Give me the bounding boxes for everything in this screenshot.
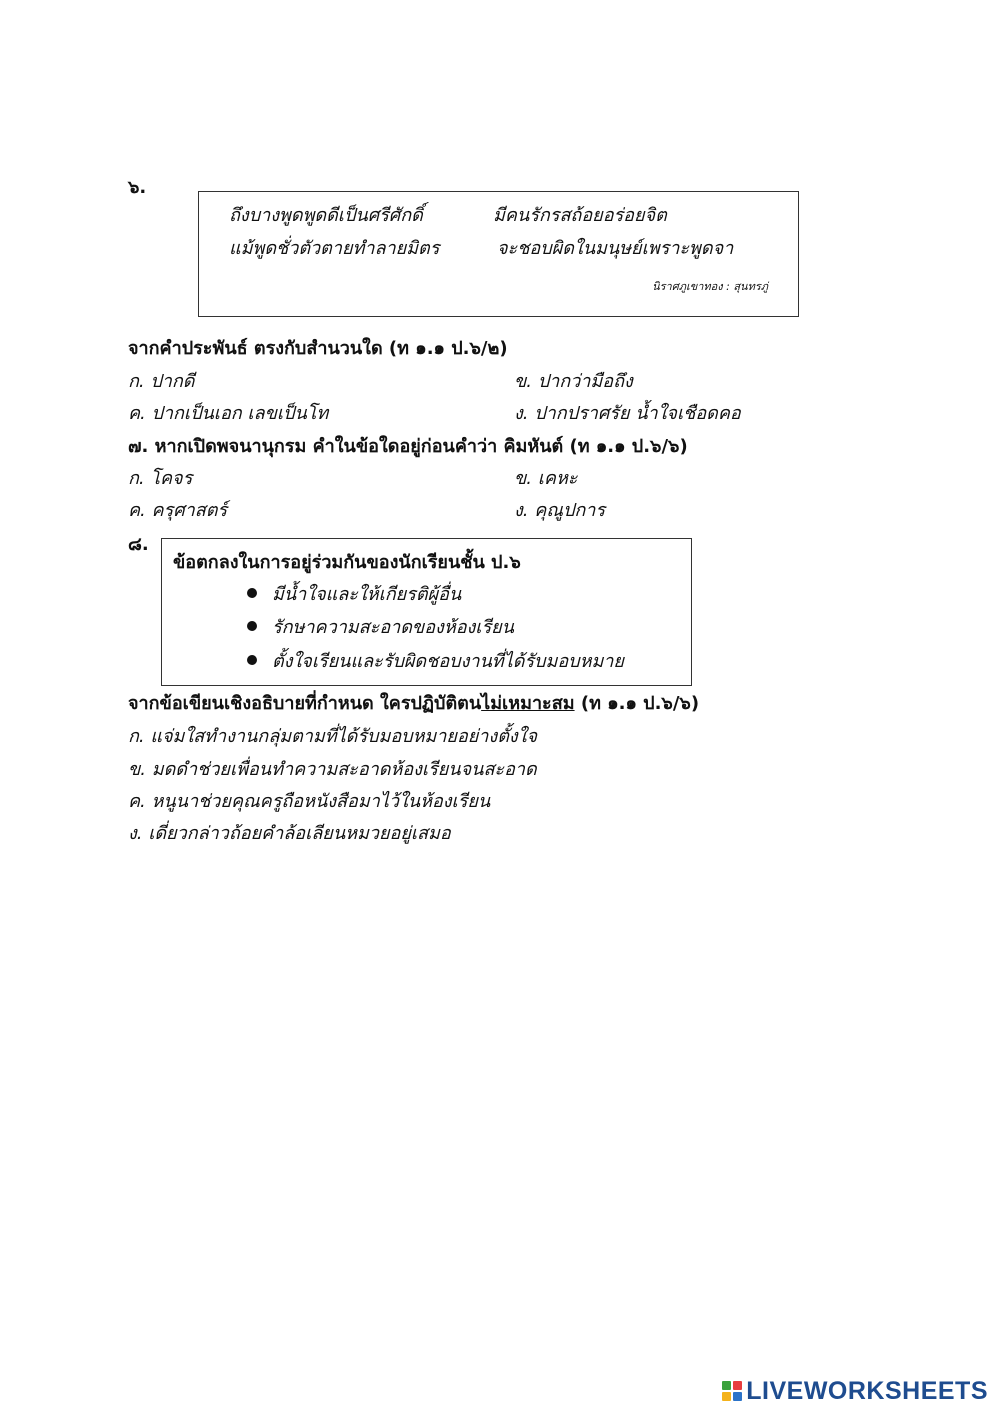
liveworksheets-logo[interactable]: [722, 1376, 988, 1406]
logo-square: [722, 1392, 731, 1401]
question-6-choice-c[interactable]: ค. ปากเป็นเอก เลขเป็นโท: [128, 403, 329, 424]
agreement-item-1: มีน้ำใจและให้เกียรติผู้อื่น: [272, 584, 462, 605]
logo-text: LIVEWORKSHEETS: [746, 1376, 988, 1405]
question-8-choice-a[interactable]: ก. แจ่มใสทำงานกลุ่มตามที่ได้รับมอบหมายอย่างตั้งใจ: [128, 726, 538, 747]
question-6-choice-a[interactable]: ก. ปากดี: [128, 371, 195, 392]
question-8-number: ๘.: [128, 534, 149, 555]
question-7-choice-b[interactable]: ข. เคหะ: [514, 468, 578, 489]
question-6-number: ๖.: [128, 177, 147, 198]
question-6-text: จากคำประพันธ์ ตรงกับสำนวนใด (ท ๑.๑ ป.๖/๒): [128, 338, 508, 359]
bullet-icon: [247, 655, 257, 665]
question-8-choice-c[interactable]: ค. หนูนาช่วยคุณครูถือหนังสือมาไว้ในห้องเรียน: [128, 791, 491, 812]
poem-line-2a: แม้พูดชั่วตัวตายทำลายมิตร: [229, 238, 440, 259]
question-7-text: ๗. หากเปิดพจนานุกรม คำในข้อใดอยู่ก่อนคำว่า คิมหันต์ (ท ๑.๑ ป.๖/๖): [128, 436, 688, 457]
agreement-title: ข้อตกลงในการอยู่ร่วมกันของนักเรียนชั้น ป.๖: [173, 552, 521, 573]
logo-square: [733, 1381, 742, 1390]
logo-square: [722, 1381, 731, 1390]
poem-line-1a: ถึงบางพูดพูดดีเป็นศรีศักดิ์: [229, 205, 423, 226]
poem-line-2b: จะชอบผิดในมนุษย์เพราะพูดจา: [497, 238, 734, 259]
bullet-icon: [247, 588, 257, 598]
question-7-choice-a[interactable]: ก. โคจร: [128, 468, 193, 489]
liveworksheets-logo-icon: [722, 1381, 742, 1401]
agreement-box: [161, 538, 692, 686]
question-8-text-underlined: ไม่เหมาะสม: [481, 693, 575, 714]
question-8-text-post: (ท ๑.๑ ป.๖/๖): [574, 693, 700, 714]
poem-box: [198, 191, 799, 317]
question-7-choice-c[interactable]: ค. ครุศาสตร์: [128, 500, 228, 521]
bullet-icon: [247, 621, 257, 631]
question-6-choice-d[interactable]: ง. ปากปราศรัย น้ำใจเชือดคอ: [514, 403, 741, 424]
question-6-choice-b[interactable]: ข. ปากว่ามือถึง: [514, 371, 633, 392]
question-8-text: [128, 692, 699, 716]
question-8-choice-b[interactable]: ข. มดดำช่วยเพื่อนทำความสะอาดห้องเรียนจนสะอาด: [128, 759, 537, 780]
agreement-item-3: ตั้งใจเรียนและรับผิดชอบงานที่ได้รับมอบหมาย: [272, 651, 624, 672]
poem-source: นิราศภูเขาทอง : สุนทรภู่: [652, 280, 768, 293]
agreement-item-2: รักษาความสะอาดของห้องเรียน: [272, 617, 514, 638]
poem-line-1b: มีคนรักรสถ้อยอร่อยจิต: [493, 205, 667, 226]
question-8-text-pre: จากข้อเขียนเชิงอธิบายที่กำหนด ใครปฏิบัติตน: [128, 693, 482, 714]
logo-square: [733, 1392, 742, 1401]
question-7-choice-d[interactable]: ง. คุณูปการ: [514, 500, 606, 521]
question-8-choice-d[interactable]: ง. เดี่ยวกล่าวถ้อยคำล้อเลียนหมวยอยู่เสมอ: [128, 823, 451, 844]
